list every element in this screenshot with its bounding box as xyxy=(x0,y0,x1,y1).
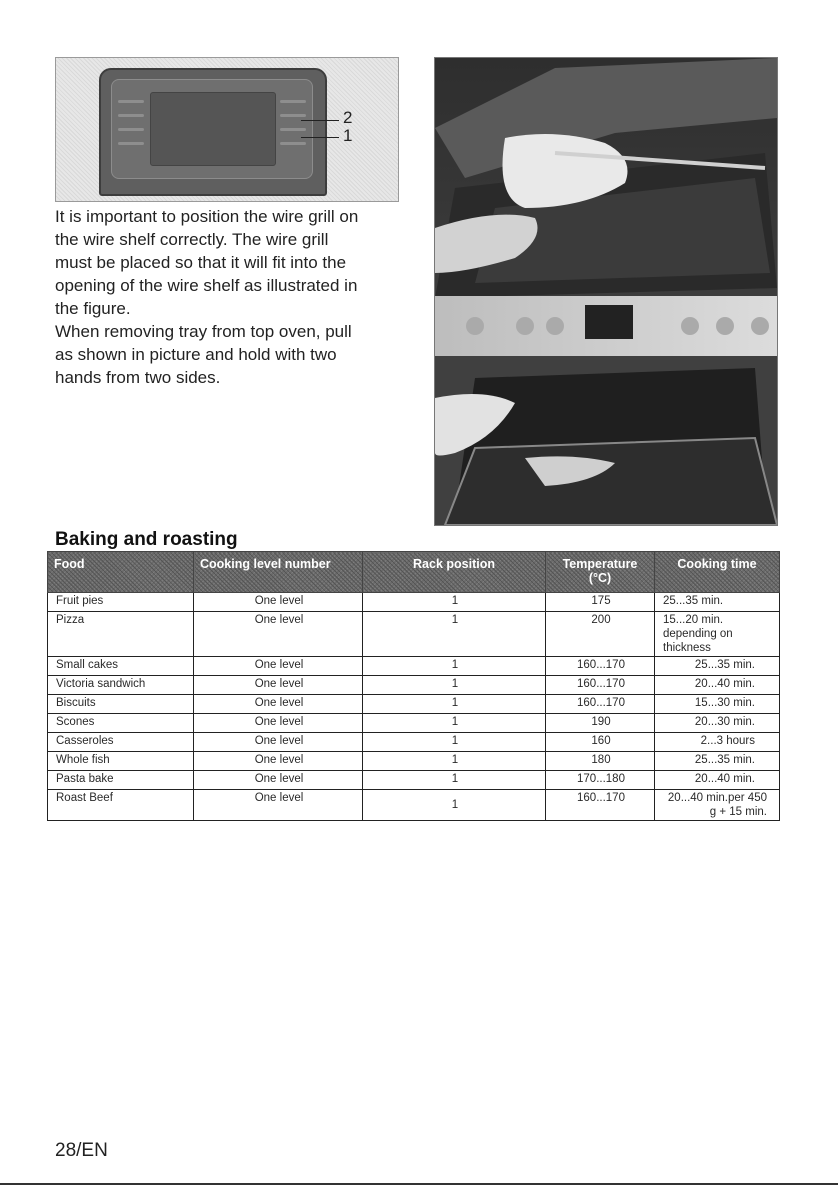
instruction-line: When removing tray from top oven, pull xyxy=(55,322,352,341)
table-header-row xyxy=(48,552,780,593)
cell-rack-position: 1 xyxy=(363,657,546,676)
photo-illustration xyxy=(435,58,777,525)
table-row xyxy=(48,733,780,752)
table-row xyxy=(48,714,780,733)
cell-food: Whole fish xyxy=(48,752,194,771)
cell-rack-position: 1 xyxy=(363,612,546,657)
cell-rack-position: 1 xyxy=(363,771,546,790)
shelf-rail-left xyxy=(118,114,144,117)
column-header-cooking-time: Cooking time xyxy=(655,552,780,593)
cell-food: Scones xyxy=(48,714,194,733)
oven-rack-diagram xyxy=(55,57,399,202)
shelf-rail-right xyxy=(280,142,306,145)
cell-cooking-time: 15...20 min. depending on thickness xyxy=(655,612,780,657)
footer-divider xyxy=(0,1183,838,1185)
table-row xyxy=(48,752,780,771)
cell-rack-position: 1 xyxy=(363,695,546,714)
shelf-rail-right xyxy=(280,100,306,103)
cell-temperature: 160...170 xyxy=(546,790,655,821)
cell-cooking-level: One level xyxy=(194,714,363,733)
cell-cooking-level: One level xyxy=(194,676,363,695)
table-row xyxy=(48,771,780,790)
cell-cooking-level: One level xyxy=(194,657,363,676)
callout-label-1: 1 xyxy=(343,126,353,145)
table-row xyxy=(48,695,780,714)
instruction-line: hands from two sides. xyxy=(55,368,221,387)
cell-temperature: 175 xyxy=(546,593,655,612)
shelf-rail-left xyxy=(118,128,144,131)
cell-cooking-level: One level xyxy=(194,790,363,821)
cell-cooking-time: 2...3 hours xyxy=(655,733,780,752)
cell-cooking-time: 25...35 min. xyxy=(655,593,780,612)
cell-cooking-time: 15...30 min. xyxy=(655,695,780,714)
cell-cooking-level: One level xyxy=(194,593,363,612)
column-header-cooking-level: Cooking level number xyxy=(194,552,363,593)
shelf-rail-left xyxy=(118,142,144,145)
cell-cooking-level: One level xyxy=(194,695,363,714)
cell-food: Pizza xyxy=(48,612,194,657)
instruction-line: It is important to position the wire grill on xyxy=(55,207,359,226)
table-row xyxy=(48,593,780,612)
page-number: 28/EN xyxy=(55,1140,108,1161)
cell-cooking-level: One level xyxy=(194,771,363,790)
table-row xyxy=(48,676,780,695)
table-row xyxy=(48,657,780,676)
cell-temperature: 170...180 xyxy=(546,771,655,790)
oven-back-panel xyxy=(150,92,276,166)
column-header-food: Food xyxy=(48,552,194,593)
instruction-line: opening of the wire shelf as illustrated in xyxy=(55,276,358,295)
oven-cavity xyxy=(111,79,313,179)
cell-cooking-level: One level xyxy=(194,752,363,771)
cell-food: Small cakes xyxy=(48,657,194,676)
cell-temperature: 190 xyxy=(546,714,655,733)
table-row xyxy=(48,612,780,657)
cell-food: Roast Beef xyxy=(48,790,194,821)
cell-cooking-time: 20...40 min. xyxy=(655,771,780,790)
table-row xyxy=(48,790,780,821)
shelf-rail-right xyxy=(280,114,306,117)
baking-roasting-table xyxy=(47,551,780,821)
instruction-line: the wire shelf correctly. The wire grill xyxy=(55,230,329,249)
cell-food: Pasta bake xyxy=(48,771,194,790)
shelf-rail-left xyxy=(118,100,144,103)
cell-cooking-time: 20...30 min. xyxy=(655,714,780,733)
instruction-line: as shown in picture and hold with two xyxy=(55,345,337,364)
cell-temperature: 180 xyxy=(546,752,655,771)
cell-temperature: 160...170 xyxy=(546,695,655,714)
instruction-line: the figure. xyxy=(55,299,131,318)
callout-label-2: 2 xyxy=(343,108,353,127)
cell-rack-position: 1 xyxy=(363,593,546,612)
instruction-line: must be placed so that it will fit into the xyxy=(55,253,347,272)
cell-temperature: 160...170 xyxy=(546,676,655,695)
cell-cooking-time: 25...35 min. xyxy=(655,752,780,771)
cell-cooking-time: 25...35 min. xyxy=(655,657,780,676)
instruction-text xyxy=(55,205,415,389)
callout-line-2 xyxy=(301,120,339,121)
cell-food: Casseroles xyxy=(48,733,194,752)
cell-rack-position: 1 xyxy=(363,752,546,771)
cell-rack-position: 1 xyxy=(363,714,546,733)
callout-line-1 xyxy=(301,137,339,138)
cell-temperature: 160 xyxy=(546,733,655,752)
cell-temperature: 200 xyxy=(546,612,655,657)
column-header-rack-position: Rack position xyxy=(363,552,546,593)
shelf-rail-right xyxy=(280,128,306,131)
oven-illustration xyxy=(99,68,327,196)
cell-rack-position: 1 xyxy=(363,790,546,821)
cell-cooking-time: 20...40 min. xyxy=(655,676,780,695)
cell-cooking-level: One level xyxy=(194,733,363,752)
cell-cooking-level: One level xyxy=(194,612,363,657)
section-title: Baking and roasting xyxy=(55,529,238,550)
cell-food: Victoria sandwich xyxy=(48,676,194,695)
cell-rack-position: 1 xyxy=(363,676,546,695)
cell-food: Fruit pies xyxy=(48,593,194,612)
cell-rack-position: 1 xyxy=(363,733,546,752)
column-header-temperature: Temperature (°C) xyxy=(546,552,655,593)
cell-temperature: 160...170 xyxy=(546,657,655,676)
tray-removal-photo xyxy=(434,57,778,526)
cell-cooking-time: 20...40 min.per 450 g + 15 min. xyxy=(655,790,780,821)
cell-food: Biscuits xyxy=(48,695,194,714)
